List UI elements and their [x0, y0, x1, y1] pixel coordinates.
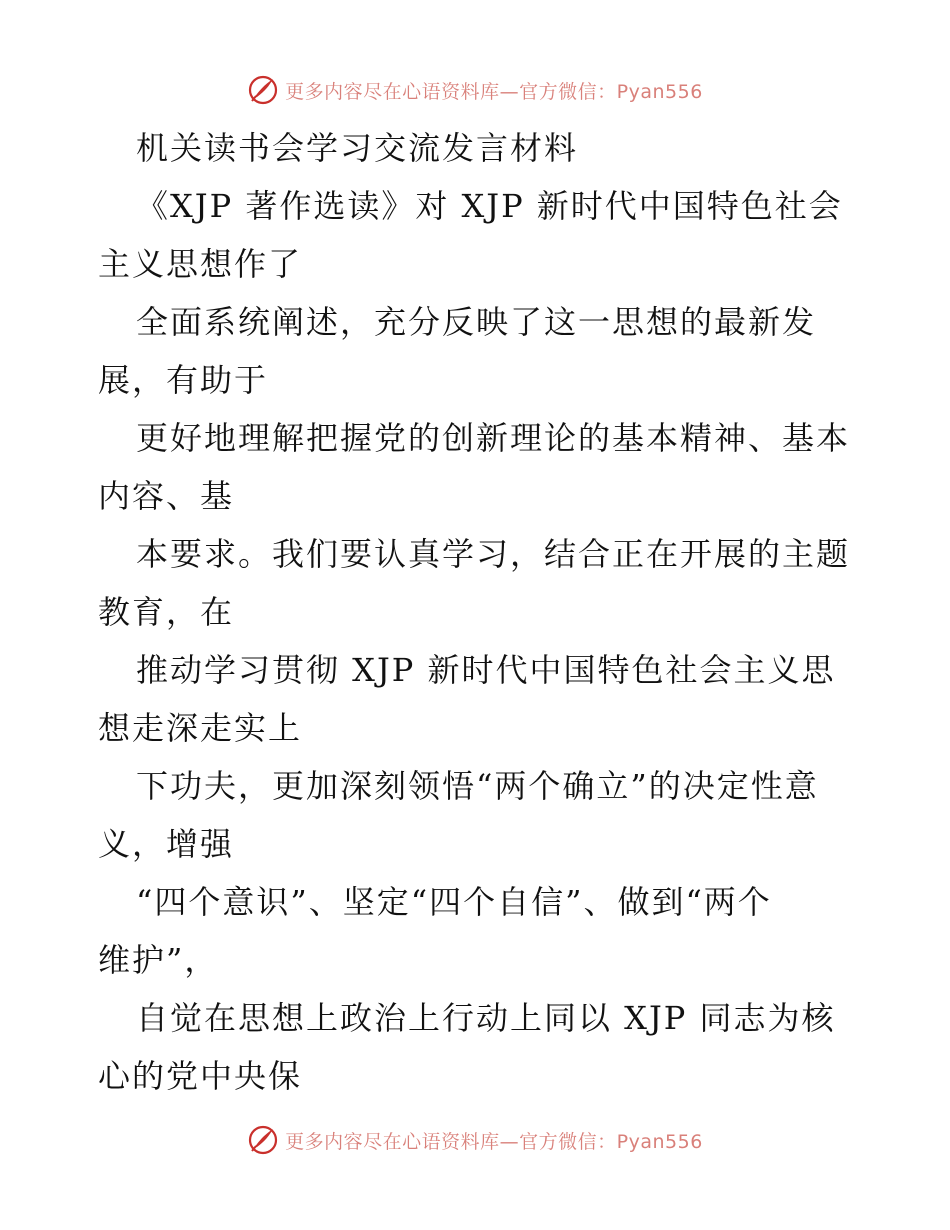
paragraph-line: 教育，在 — [98, 593, 235, 631]
paragraph-line: 自觉在思想上政治上行动上同以 XJP 同志为核 — [136, 999, 836, 1037]
paragraph-line: 展，有助于 — [98, 361, 269, 399]
quill-pen-icon — [247, 1124, 279, 1156]
header-banner-text: 更多内容尽在心语资料库—官方微信：Pyan556 — [285, 80, 703, 103]
paragraph-line: 全面系统阐述，充分反映了这一思想的最新发 — [136, 303, 817, 341]
document-title: 机关读书会学习交流发言材料 — [136, 129, 579, 167]
header-banner — [0, 70, 950, 110]
quill-pen-icon — [247, 74, 279, 106]
paragraph-line: 义，增强 — [98, 825, 235, 863]
footer-banner — [0, 1120, 950, 1160]
paragraph-line: 内容、基 — [98, 477, 235, 515]
paragraph-line: 想走深走实上 — [98, 709, 303, 747]
paragraph-line: “四个意识”、坚定“四个自信”、做到“两个 — [136, 883, 772, 921]
paragraph-line: 推动学习贯彻 XJP 新时代中国特色社会主义思 — [136, 651, 836, 689]
paragraph-line: 《XJP 著作选读》对 XJP 新时代中国特色社会 — [136, 187, 843, 225]
header-banner-content — [247, 74, 703, 106]
paragraph-line: 维护”， — [98, 941, 219, 979]
footer-banner-text: 更多内容尽在心语资料库—官方微信：Pyan556 — [285, 1130, 703, 1153]
footer-banner-content — [247, 1124, 703, 1156]
paragraph-line: 下功夫，更加深刻领悟“两个确立”的决定性意 — [136, 767, 819, 805]
paragraph-line: 更好地理解把握党的创新理论的基本精神、基本 — [136, 419, 851, 457]
paragraph-line: 本要求。我们要认真学习，结合正在开展的主题 — [136, 535, 851, 573]
paragraph-line: 心的党中央保 — [98, 1057, 303, 1095]
paragraph-line: 主义思想作了 — [98, 245, 303, 283]
